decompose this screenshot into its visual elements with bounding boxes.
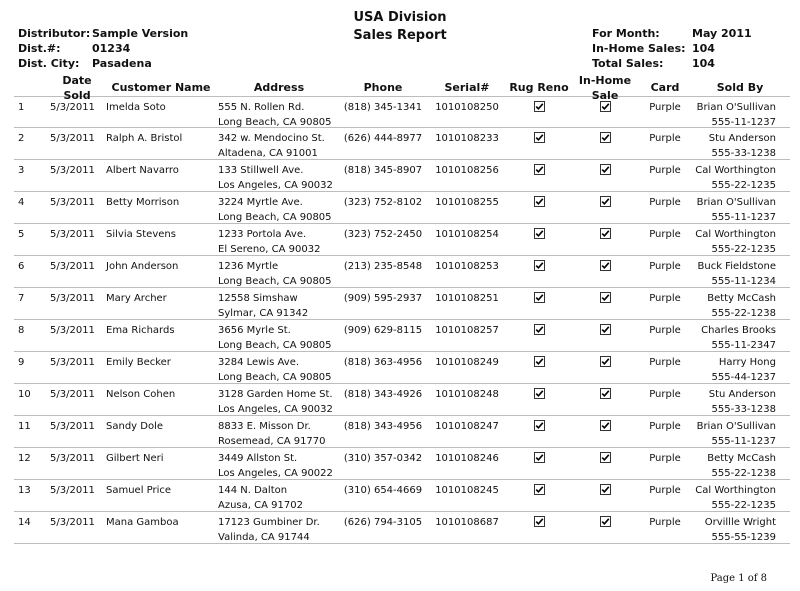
sold-by bbox=[690, 224, 790, 255]
address-line1: 3656 Myrle St. bbox=[218, 325, 291, 336]
row-number: 13 bbox=[18, 485, 31, 496]
dist-no-value: 01234 bbox=[92, 42, 131, 55]
address-line2: El Sereno, CA 90032 bbox=[218, 244, 321, 255]
col-serial-header: Serial# bbox=[444, 81, 490, 94]
rug-reno-checkbox[interactable] bbox=[508, 512, 570, 543]
date-sold: 5/3/2011 bbox=[50, 453, 95, 464]
rug-reno-checkbox[interactable] bbox=[508, 320, 570, 351]
row-number: 4 bbox=[18, 197, 25, 208]
address-line2: Long Beach, CA 90805 bbox=[218, 372, 332, 383]
row-number: 9 bbox=[18, 357, 25, 368]
sales-table bbox=[14, 73, 790, 544]
customer-name: Mary Archer bbox=[106, 293, 167, 304]
date-sold: 5/3/2011 bbox=[50, 197, 95, 208]
checkbox-checked-icon bbox=[600, 519, 611, 530]
in-home-sale-checkbox[interactable] bbox=[570, 512, 640, 543]
checkbox-checked-icon bbox=[534, 199, 545, 210]
serial-number: 1010108256 bbox=[435, 165, 499, 176]
in-home-sales-value: 104 bbox=[692, 42, 715, 55]
seller-name: Betty McCash bbox=[707, 293, 776, 304]
address-line2: Los Angeles, CA 90032 bbox=[218, 180, 333, 191]
serial-number: 1010108249 bbox=[435, 357, 499, 368]
sold-by bbox=[690, 480, 790, 511]
checkbox-checked-icon bbox=[534, 359, 545, 370]
seller-id: 555-11-2347 bbox=[711, 340, 776, 351]
table-header bbox=[14, 73, 790, 102]
in-home-sale-checkbox[interactable] bbox=[570, 320, 640, 351]
row-number: 12 bbox=[18, 453, 31, 464]
card-color: Purple bbox=[649, 165, 681, 176]
seller-name: Cal Worthington bbox=[695, 229, 776, 240]
serial-number: 1010108233 bbox=[435, 133, 499, 144]
address-line2: Long Beach, CA 90805 bbox=[218, 212, 332, 223]
customer-name: Nelson Cohen bbox=[106, 389, 176, 400]
address-line1: 1233 Portola Ave. bbox=[218, 229, 307, 240]
address bbox=[216, 480, 340, 511]
row-number: 1 bbox=[18, 102, 25, 113]
checkbox-checked-icon bbox=[534, 519, 545, 530]
checkbox-checked-icon bbox=[600, 295, 611, 306]
sold-by bbox=[690, 352, 790, 383]
seller-name: Brian O'Sullivan bbox=[696, 197, 776, 208]
row-number: 8 bbox=[18, 325, 25, 336]
distributor-label: Distributor: bbox=[18, 27, 91, 40]
seller-id: 555-22-1235 bbox=[711, 244, 776, 255]
row-number: 7 bbox=[18, 293, 25, 304]
sold-by bbox=[690, 97, 790, 127]
serial-number: 1010108254 bbox=[435, 229, 499, 240]
rug-reno-checkbox[interactable] bbox=[508, 128, 570, 159]
total-sales-value: 104 bbox=[692, 57, 715, 70]
rug-reno-checkbox[interactable] bbox=[508, 160, 570, 191]
date-sold: 5/3/2011 bbox=[50, 133, 95, 144]
in-home-sale-checkbox[interactable] bbox=[570, 224, 640, 255]
customer-name: Albert Navarro bbox=[106, 165, 179, 176]
phone: (323) 752-8102 bbox=[343, 197, 423, 208]
card-color: Purple bbox=[649, 453, 681, 464]
row-number: 3 bbox=[18, 165, 25, 176]
rug-reno-checkbox[interactable] bbox=[508, 384, 570, 415]
distributor-value: Sample Version bbox=[92, 27, 189, 40]
phone: (323) 752-2450 bbox=[343, 229, 423, 240]
customer-name: Emily Becker bbox=[106, 357, 171, 368]
seller-name: Cal Worthington bbox=[695, 485, 776, 496]
address bbox=[216, 256, 340, 287]
rug-reno-checkbox[interactable] bbox=[508, 416, 570, 447]
phone: (818) 363-4956 bbox=[343, 357, 423, 368]
address bbox=[216, 288, 340, 319]
checkbox-checked-icon bbox=[534, 231, 545, 242]
address-line2: Rosemead, CA 91770 bbox=[218, 436, 326, 447]
col-phone-header: Phone bbox=[363, 81, 403, 94]
serial-number: 1010108257 bbox=[435, 325, 499, 336]
sold-by bbox=[690, 256, 790, 287]
card-color: Purple bbox=[649, 325, 681, 336]
sold-by bbox=[690, 288, 790, 319]
table-row bbox=[14, 288, 790, 320]
col-date-header: Date Sold bbox=[62, 73, 92, 102]
rug-reno-checkbox[interactable] bbox=[508, 448, 570, 479]
for-month-value: May 2011 bbox=[692, 27, 752, 40]
card-color: Purple bbox=[649, 261, 681, 272]
table-row bbox=[14, 192, 790, 224]
in-home-sale-checkbox[interactable] bbox=[570, 448, 640, 479]
date-sold: 5/3/2011 bbox=[50, 165, 95, 176]
checkbox-checked-icon bbox=[534, 423, 545, 434]
card-color: Purple bbox=[649, 421, 681, 432]
address-line1: 555 N. Rollen Rd. bbox=[218, 102, 305, 113]
seller-name: Stu Anderson bbox=[708, 389, 776, 400]
checkbox-checked-icon bbox=[600, 231, 611, 242]
address-line2: Los Angeles, CA 90022 bbox=[218, 468, 333, 479]
customer-name: Mana Gamboa bbox=[106, 517, 179, 528]
sold-by bbox=[690, 512, 790, 543]
checkbox-checked-icon bbox=[534, 135, 545, 146]
total-sales-label: Total Sales: bbox=[592, 57, 664, 70]
address bbox=[216, 128, 340, 159]
rug-reno-checkbox[interactable] bbox=[508, 97, 570, 127]
address-line2: Los Angeles, CA 90032 bbox=[218, 404, 333, 415]
date-sold: 5/3/2011 bbox=[50, 102, 95, 113]
row-number: 10 bbox=[18, 389, 31, 400]
card-color: Purple bbox=[649, 517, 681, 528]
in-home-sales-label: In-Home Sales: bbox=[592, 42, 686, 55]
in-home-sale-checkbox[interactable] bbox=[570, 416, 640, 447]
col-rug-reno-header: Rug Reno bbox=[509, 81, 569, 94]
table-body bbox=[14, 96, 790, 544]
checkbox-checked-icon bbox=[600, 167, 611, 178]
card-color: Purple bbox=[649, 293, 681, 304]
checkbox-checked-icon bbox=[600, 455, 611, 466]
serial-number: 1010108246 bbox=[435, 453, 499, 464]
address-line1: 144 N. Dalton bbox=[218, 485, 288, 496]
checkbox-checked-icon bbox=[600, 423, 611, 434]
date-sold: 5/3/2011 bbox=[50, 517, 95, 528]
card-color: Purple bbox=[649, 133, 681, 144]
date-sold: 5/3/2011 bbox=[50, 325, 95, 336]
col-in-home-sale-header: In-Home Sale bbox=[578, 73, 632, 102]
date-sold: 5/3/2011 bbox=[50, 357, 95, 368]
sold-by bbox=[690, 416, 790, 447]
phone: (310) 357-0342 bbox=[343, 453, 423, 464]
sold-by bbox=[690, 128, 790, 159]
address-line1: 3449 Allston St. bbox=[218, 453, 298, 464]
customer-name: Gilbert Neri bbox=[106, 453, 164, 464]
table-row bbox=[14, 384, 790, 416]
address-line1: 133 Stillwell Ave. bbox=[218, 165, 304, 176]
phone: (310) 654-4669 bbox=[343, 485, 423, 496]
report-title bbox=[320, 10, 480, 43]
address-line2: Azusa, CA 91702 bbox=[218, 500, 303, 511]
distributor-info bbox=[18, 27, 188, 72]
address-line2: Long Beach, CA 90805 bbox=[218, 340, 332, 351]
card-color: Purple bbox=[649, 197, 681, 208]
date-sold: 5/3/2011 bbox=[50, 389, 95, 400]
in-home-sale-checkbox[interactable] bbox=[570, 352, 640, 383]
col-address-header: Address bbox=[253, 81, 305, 94]
rug-reno-checkbox[interactable] bbox=[508, 256, 570, 287]
card-color: Purple bbox=[649, 229, 681, 240]
in-home-sale-checkbox[interactable] bbox=[570, 160, 640, 191]
address bbox=[216, 97, 340, 127]
in-home-sale-checkbox[interactable] bbox=[570, 97, 640, 127]
seller-id: 555-22-1238 bbox=[711, 468, 776, 479]
address-line1: 1236 Myrtle bbox=[218, 261, 279, 272]
division-title: USA Division bbox=[353, 10, 447, 25]
phone: (909) 629-8115 bbox=[343, 325, 423, 336]
seller-name: Cal Worthington bbox=[695, 165, 776, 176]
serial-number: 1010108687 bbox=[435, 517, 499, 528]
serial-number: 1010108255 bbox=[435, 197, 499, 208]
in-home-sale-checkbox[interactable] bbox=[570, 384, 640, 415]
seller-id: 555-22-1235 bbox=[711, 500, 776, 511]
seller-id: 555-11-1237 bbox=[711, 212, 776, 223]
customer-name: Ralph A. Bristol bbox=[106, 133, 183, 144]
seller-id: 555-22-1238 bbox=[711, 308, 776, 319]
sold-by bbox=[690, 320, 790, 351]
table-row bbox=[14, 256, 790, 288]
table-row bbox=[14, 512, 790, 544]
row-number: 2 bbox=[18, 133, 25, 144]
address bbox=[216, 512, 340, 543]
checkbox-checked-icon bbox=[600, 487, 611, 498]
dist-city-label: Dist. City: bbox=[18, 57, 80, 70]
table-row bbox=[14, 96, 790, 128]
address-line2: Long Beach, CA 90805 bbox=[218, 117, 332, 128]
customer-name: John Anderson bbox=[106, 261, 179, 272]
table-row bbox=[14, 128, 790, 160]
seller-id: 555-33-1238 bbox=[711, 148, 776, 159]
checkbox-checked-icon bbox=[600, 135, 611, 146]
checkbox-checked-icon bbox=[600, 359, 611, 370]
row-number: 6 bbox=[18, 261, 25, 272]
address bbox=[216, 320, 340, 351]
seller-id: 555-44-1237 bbox=[711, 372, 776, 383]
customer-name: Samuel Price bbox=[106, 485, 172, 496]
rug-reno-checkbox[interactable] bbox=[508, 224, 570, 255]
checkbox-checked-icon bbox=[534, 295, 545, 306]
sold-by bbox=[690, 192, 790, 223]
address-line2: Altadena, CA 91001 bbox=[218, 148, 318, 159]
table-row bbox=[14, 416, 790, 448]
col-sold-by-header: Sold By bbox=[716, 81, 764, 94]
date-sold: 5/3/2011 bbox=[50, 229, 95, 240]
checkbox-checked-icon bbox=[600, 327, 611, 338]
customer-name: Sandy Dole bbox=[106, 421, 164, 432]
seller-id: 555-33-1238 bbox=[711, 404, 776, 415]
checkbox-checked-icon bbox=[534, 167, 545, 178]
row-number: 11 bbox=[18, 421, 31, 432]
table-row bbox=[14, 160, 790, 192]
row-number: 5 bbox=[18, 229, 25, 240]
in-home-sale-checkbox[interactable] bbox=[570, 128, 640, 159]
address-line1: 12558 Simshaw bbox=[218, 293, 298, 304]
date-sold: 5/3/2011 bbox=[50, 485, 95, 496]
checkbox-checked-icon bbox=[534, 391, 545, 402]
sold-by bbox=[690, 160, 790, 191]
dist-city-value: Pasadena bbox=[92, 57, 152, 70]
phone: (909) 595-2937 bbox=[343, 293, 423, 304]
rug-reno-checkbox[interactable] bbox=[508, 352, 570, 383]
table-row bbox=[14, 352, 790, 384]
seller-id: 555-55-1239 bbox=[711, 532, 776, 543]
address-line2: Valinda, CA 91744 bbox=[218, 532, 310, 543]
date-sold: 5/3/2011 bbox=[50, 261, 95, 272]
rug-reno-checkbox[interactable] bbox=[508, 192, 570, 223]
col-card-header: Card bbox=[650, 81, 680, 94]
card-color: Purple bbox=[649, 102, 681, 113]
summary-info bbox=[592, 27, 752, 72]
phone: (213) 235-8548 bbox=[343, 261, 423, 272]
phone: (818) 343-4926 bbox=[343, 389, 423, 400]
seller-id: 555-22-1235 bbox=[711, 180, 776, 191]
address-line1: 8833 E. Misson Dr. bbox=[218, 421, 311, 432]
row-number: 14 bbox=[18, 517, 31, 528]
card-color: Purple bbox=[649, 389, 681, 400]
address bbox=[216, 192, 340, 223]
date-sold: 5/3/2011 bbox=[50, 293, 95, 304]
address-line1: 17123 Gumbiner Dr. bbox=[218, 517, 320, 528]
checkbox-checked-icon bbox=[600, 104, 611, 115]
page-indicator: Page 1 of 8 bbox=[710, 573, 767, 584]
table-row bbox=[14, 480, 790, 512]
seller-name: Brian O'Sullivan bbox=[696, 421, 776, 432]
checkbox-checked-icon bbox=[534, 263, 545, 274]
card-color: Purple bbox=[649, 485, 681, 496]
rug-reno-checkbox[interactable] bbox=[508, 288, 570, 319]
phone: (626) 794-3105 bbox=[343, 517, 423, 528]
customer-name: Silvia Stevens bbox=[106, 229, 176, 240]
address-line1: 342 w. Mendocino St. bbox=[218, 133, 325, 144]
in-home-sale-checkbox[interactable] bbox=[570, 192, 640, 223]
checkbox-checked-icon bbox=[534, 455, 545, 466]
address bbox=[216, 160, 340, 191]
address bbox=[216, 448, 340, 479]
serial-number: 1010108245 bbox=[435, 485, 499, 496]
serial-number: 1010108251 bbox=[435, 293, 499, 304]
address bbox=[216, 224, 340, 255]
checkbox-checked-icon bbox=[600, 199, 611, 210]
table-row bbox=[14, 448, 790, 480]
address-line2: Sylmar, CA 91342 bbox=[218, 308, 309, 319]
checkbox-checked-icon bbox=[534, 327, 545, 338]
seller-name: Stu Anderson bbox=[708, 133, 776, 144]
address-line1: 3284 Lewis Ave. bbox=[218, 357, 300, 368]
phone: (818) 345-1341 bbox=[343, 102, 423, 113]
seller-id: 555-11-1237 bbox=[711, 117, 776, 128]
customer-name: Betty Morrison bbox=[106, 197, 180, 208]
customer-name: Imelda Soto bbox=[106, 102, 166, 113]
seller-id: 555-11-1234 bbox=[711, 276, 776, 287]
address bbox=[216, 352, 340, 383]
table-row bbox=[14, 320, 790, 352]
phone: (818) 345-8907 bbox=[343, 165, 423, 176]
table-row bbox=[14, 224, 790, 256]
address-line1: 3224 Myrtle Ave. bbox=[218, 197, 303, 208]
dist-no-label: Dist.#: bbox=[18, 42, 61, 55]
address-line2: Long Beach, CA 90805 bbox=[218, 276, 332, 287]
serial-number: 1010108250 bbox=[435, 102, 499, 113]
sold-by bbox=[690, 384, 790, 415]
card-color: Purple bbox=[649, 357, 681, 368]
rug-reno-checkbox[interactable] bbox=[508, 480, 570, 511]
date-sold: 5/3/2011 bbox=[50, 421, 95, 432]
in-home-sale-checkbox[interactable] bbox=[570, 288, 640, 319]
phone: (626) 444-8977 bbox=[343, 133, 423, 144]
serial-number: 1010108247 bbox=[435, 421, 499, 432]
address bbox=[216, 384, 340, 415]
checkbox-checked-icon bbox=[534, 104, 545, 115]
col-customer-header: Customer Name bbox=[111, 81, 211, 94]
for-month-label: For Month: bbox=[592, 27, 660, 40]
serial-number: 1010108248 bbox=[435, 389, 499, 400]
checkbox-checked-icon bbox=[534, 487, 545, 498]
checkbox-checked-icon bbox=[600, 263, 611, 274]
sold-by bbox=[690, 448, 790, 479]
sales-report-title: Sales Report bbox=[353, 28, 447, 43]
checkbox-checked-icon bbox=[600, 391, 611, 402]
phone: (818) 343-4956 bbox=[343, 421, 423, 432]
seller-name: Buck Fieldstone bbox=[697, 261, 776, 272]
customer-name: Ema Richards bbox=[106, 325, 175, 336]
seller-name: Harry Hong bbox=[718, 357, 776, 368]
in-home-sale-checkbox[interactable] bbox=[570, 480, 640, 511]
seller-id: 555-11-1237 bbox=[711, 436, 776, 447]
seller-name: Brian O'Sullivan bbox=[696, 102, 776, 113]
seller-name: Betty McCash bbox=[707, 453, 776, 464]
address-line1: 3128 Garden Home St. bbox=[218, 389, 333, 400]
seller-name: Charles Brooks bbox=[701, 325, 776, 336]
serial-number: 1010108253 bbox=[435, 261, 499, 272]
address bbox=[216, 416, 340, 447]
seller-name: Orvillle Wright bbox=[704, 517, 776, 528]
in-home-sale-checkbox[interactable] bbox=[570, 256, 640, 287]
